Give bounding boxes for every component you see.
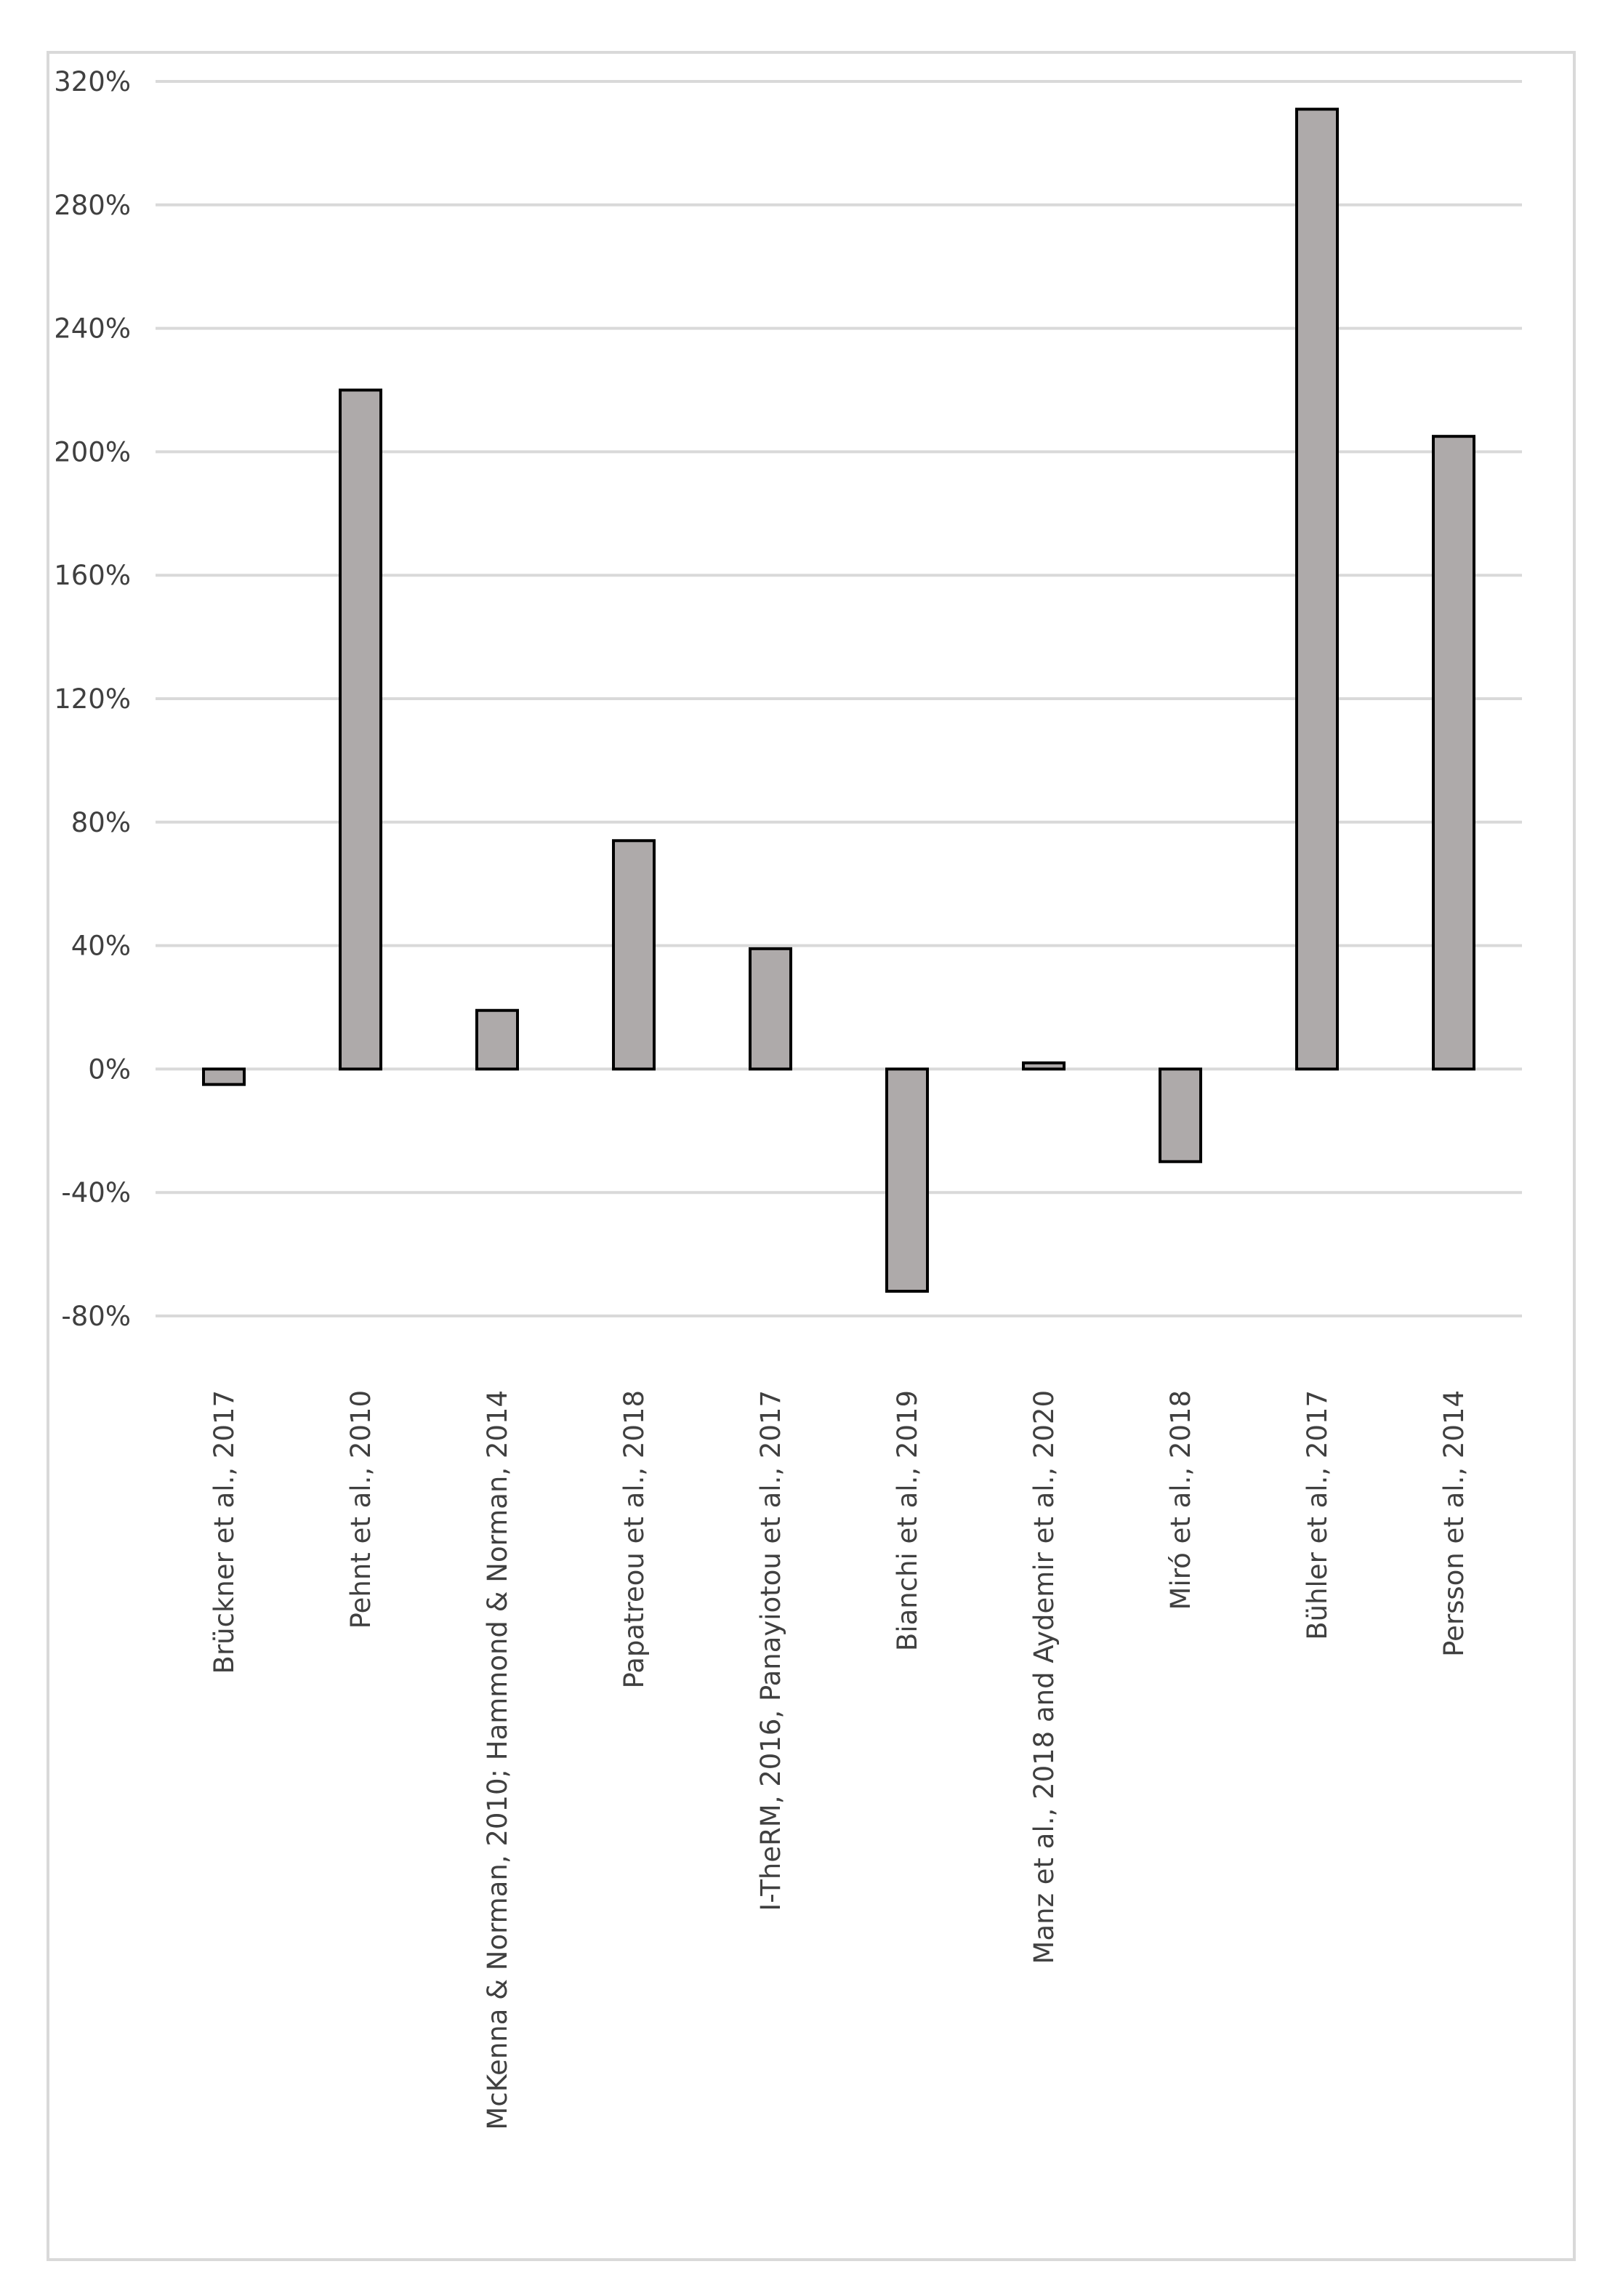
bar	[750, 949, 791, 1069]
y-tick-label: 40%	[71, 930, 131, 962]
category-label: Papatreou et al., 2018	[619, 1390, 650, 1689]
category-label: Pehnt et al., 2010	[345, 1390, 376, 1629]
y-tick-label: 200%	[54, 436, 131, 468]
bar	[613, 840, 654, 1069]
bar	[340, 390, 381, 1069]
y-tick-label: 240%	[54, 313, 131, 345]
category-label: Bühler et al., 2017	[1302, 1390, 1333, 1640]
bars	[204, 109, 1474, 1291]
category-label: McKenna & Norman, 2010; Hammond & Norman, 2014	[482, 1390, 513, 2130]
bar	[1023, 1063, 1064, 1069]
bar	[1297, 109, 1337, 1069]
bar	[1160, 1069, 1201, 1161]
category-label: Bianchi et al., 2019	[892, 1390, 923, 1652]
chart-frame	[47, 51, 1576, 2261]
y-tick-label: 120%	[54, 683, 131, 715]
category-label: Miró et al., 2018	[1165, 1390, 1196, 1610]
bar	[477, 1011, 517, 1069]
bar	[204, 1069, 244, 1084]
bar-chart	[49, 54, 1579, 2264]
category-label: Manz et al., 2018 and Aydemir et al., 2020	[1028, 1390, 1060, 1964]
y-tick-label: 280%	[54, 189, 131, 221]
category-label: Brückner et al., 2017	[209, 1390, 240, 1674]
y-tick-label: 160%	[54, 560, 131, 592]
category-label: I-TheRM, 2016, Panayiotou et al., 2017	[755, 1390, 786, 1911]
bar	[1433, 436, 1474, 1069]
y-tick-label: -80%	[61, 1301, 131, 1332]
bar	[887, 1069, 927, 1291]
category-labels	[209, 1390, 1470, 2130]
y-tick-label: -40%	[61, 1177, 131, 1209]
y-tick-label: 320%	[54, 66, 131, 97]
y-tick-label: 0%	[88, 1053, 131, 1085]
category-label: Persson et al., 2014	[1438, 1390, 1470, 1657]
y-tick-label: 80%	[71, 806, 131, 838]
y-axis-tick-labels	[54, 66, 131, 1332]
